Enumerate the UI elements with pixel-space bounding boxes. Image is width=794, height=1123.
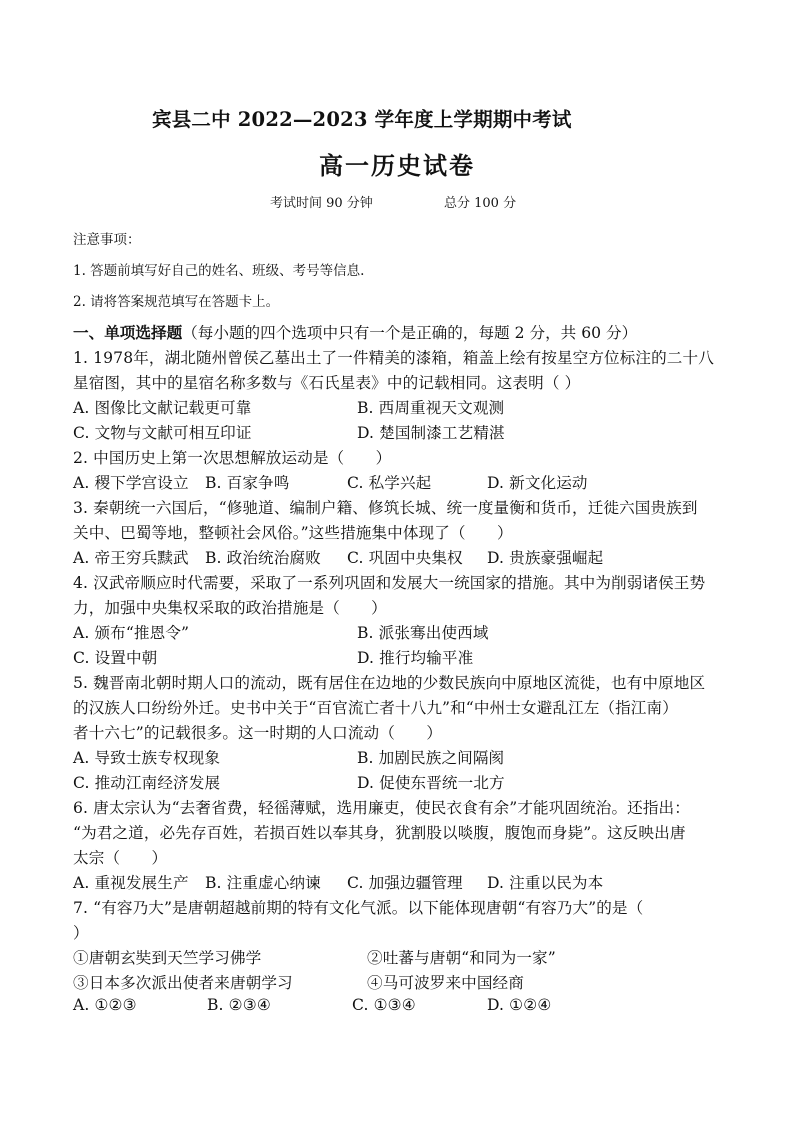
q7-statement-1: ①唐朝玄奘到天竺学习佛学 (73, 949, 262, 967)
q4-option-b: B. 派张骞出使西域 (357, 624, 489, 642)
q5-option-d: D. 促使东晋统一北方 (357, 774, 505, 792)
q1-stem-line2: 星宿图，其中的星宿名称多数与《石氏星表》中的记载相同。这表明（ ） (73, 374, 581, 392)
q6-option-c: C. 加强边疆管理 (347, 874, 463, 892)
q1-option-b: B. 西周重视天文观测 (357, 399, 505, 417)
q3-stem-line2: 关中、巴蜀等地，整顿社会风俗。”这些措施集中体现了（ ） (73, 524, 513, 542)
section-desc: （每小题的四个选项中只有一个是正确的，每题 2 分，共 60 分） (182, 324, 638, 342)
section-heading (73, 321, 637, 343)
q6-option-b: B. 注重虚心纳谏 (205, 874, 321, 892)
exam-time: 考试时间 90 分钟 (270, 196, 373, 211)
q4-option-d: D. 推行均输平准 (357, 649, 474, 667)
section-title: 一、单项选择题 (73, 323, 183, 342)
q4-stem-line2: 力，加强中央集权采取的政治措施是（ ） (73, 599, 387, 617)
q1-stem-line1: 1. 1978年，湖北随州曾侯乙墓出土了一件精美的漆箱，箱盖上绘有按星空方位标注的二十八 (73, 349, 714, 367)
q3-option-b: B. 政治统治腐败 (205, 549, 321, 567)
exam-subtitle: 高一历史试卷 (319, 151, 475, 180)
notice-item-1: 1. 答题前填写好自己的姓名、班级、考号等信息. (73, 263, 365, 279)
q4-stem-line1: 4. 汉武帝顺应时代需要，采取了一系列巩固和发展大一统国家的措施。其中为削弱诸侯王势 (73, 574, 706, 592)
q2-option-a: A. 稷下学宫设立 (73, 474, 189, 492)
q4-option-c: C. 设置中朝 (73, 649, 158, 667)
q7-option-c: C. ①③④ (352, 996, 416, 1014)
q3-option-c: C. 巩固中央集权 (347, 549, 463, 567)
q4-option-a: A. 颁布“推恩令” (73, 624, 190, 642)
q2-option-d: D. 新文化运动 (487, 474, 588, 492)
q5-stem-line1: 5. 魏晋南北朝时期人口的流动，既有居住在边地的少数民族向中原地区流徙，也有中原地区 (73, 674, 706, 692)
q7-statement-4: ④马可波罗来中国经商 (367, 974, 524, 992)
q5-stem-line2: 的汉族人口纷纷外迁。史书中关于“百官流亡者十八九”和“中州士女避乱江左（指江南） (73, 699, 678, 717)
q6-option-a: A. 重视发展生产 (73, 874, 189, 892)
q7-option-d: D. ①②④ (487, 996, 552, 1014)
q5-option-c: C. 推动江南经济发展 (73, 774, 221, 792)
q5-option-a: A. 导致士族专权现象 (73, 749, 221, 767)
q7-stem-line1: 7. “有容乃大”是唐朝超越前期的特有文化气派。以下能体现唐朝“有容乃大”的是（ (73, 899, 644, 917)
q7-option-a: A. ①②③ (73, 996, 137, 1014)
q7-statement-3: ③日本多次派出使者来唐朝学习 (73, 974, 293, 992)
q5-stem-line3: 者十六七”的记载很多。这一时期的人口流动（ ） (73, 724, 443, 742)
q7-option-b: B. ②③④ (207, 996, 271, 1014)
q3-option-d: D. 贵族豪强崛起 (487, 549, 604, 567)
q7-statement-2: ②吐蕃与唐朝“和同为一家” (367, 949, 556, 967)
q3-option-a: A. 帝王穷兵黩武 (73, 549, 189, 567)
q2-option-b: B. 百家争鸣 (205, 474, 290, 492)
exam-title: 宾县二中 2022—2023 学年度上学期期中考试 (152, 108, 572, 131)
q7-stem-line2: ） (73, 924, 89, 942)
q6-stem-line3: 太宗（ ） (73, 849, 168, 867)
exam-score: 总分 100 分 (444, 196, 517, 211)
q3-stem-line1: 3. 秦朝统一六国后，“修驰道、编制户籍、修筑长城、统一度量衡和货币，迁徙六国贵族到 (73, 499, 698, 517)
q2-option-c: C. 私学兴起 (347, 474, 432, 492)
q1-option-d: D. 楚国制漆工艺精湛 (357, 424, 505, 442)
q6-stem-line2: “为君之道，必先存百姓，若损百姓以奉其身，犹割股以啖腹，腹饱而身毙”。这反映出唐 (73, 824, 686, 842)
q5-option-b: B. 加剧民族之间隔阂 (357, 749, 505, 767)
q6-option-d: D. 注重以民为本 (487, 874, 604, 892)
q2-stem: 2. 中国历史上第一次思想解放运动是（ ） (73, 449, 392, 467)
notice-heading: 注意事项： (73, 232, 141, 248)
q1-option-c: C. 文物与文献可相互印证 (73, 424, 252, 442)
q6-stem-line1: 6. 唐太宗认为“去奢省费，轻徭薄赋，选用廉吏，使民衣食有余”才能巩固统治。还指出： (73, 799, 690, 817)
q1-option-a: A. 图像比文献记载更可靠 (73, 399, 252, 417)
notice-item-2: 2. 请将答案规范填写在答题卡上。 (73, 294, 280, 310)
